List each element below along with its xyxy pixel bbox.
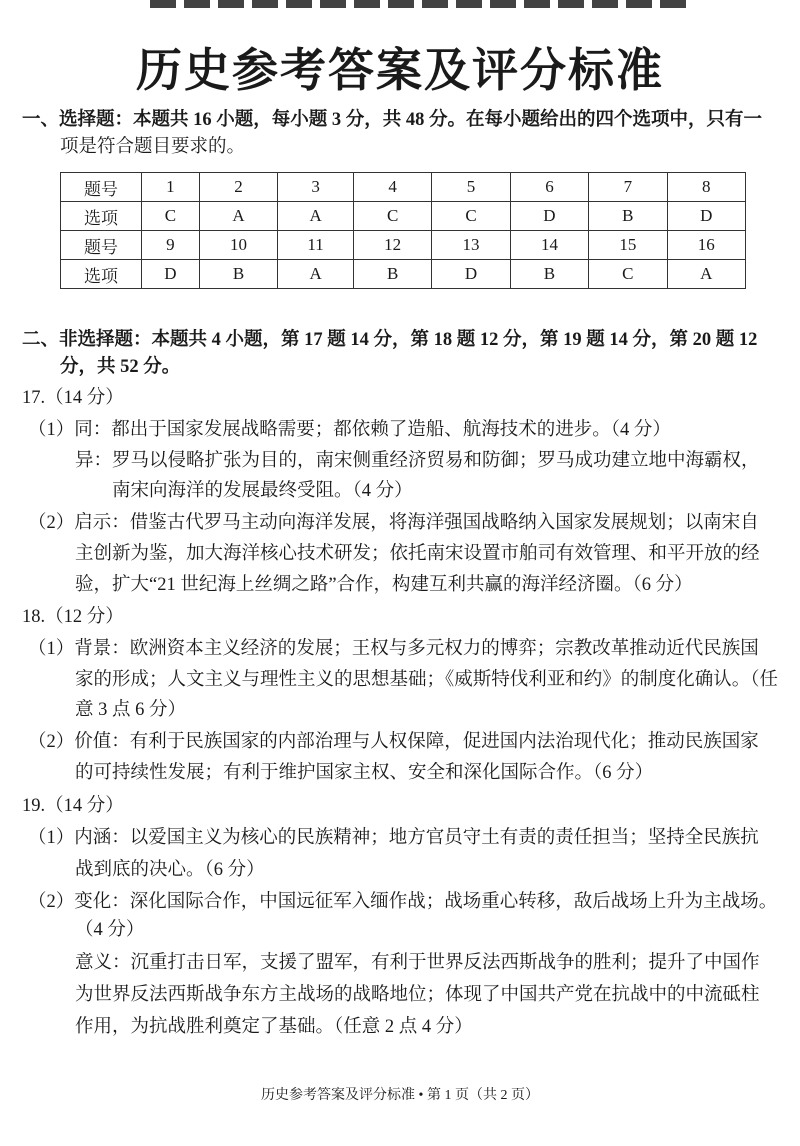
table-cell: A	[278, 202, 354, 231]
table-cell: D	[667, 202, 745, 231]
table-row	[61, 260, 746, 289]
table-row	[61, 173, 746, 202]
table-cell: A	[667, 260, 745, 289]
row-label: 选项	[61, 260, 142, 289]
table-cell: 5	[432, 173, 510, 202]
answer-line: （2）变化：深化国际合作，中国远征军入缅作战；战场重心转移，敌后战场上升为主战场。	[28, 892, 778, 912]
table-cell: C	[589, 260, 667, 289]
table-row	[61, 202, 746, 231]
answer-line: （1）同：都出于国家发展战略需要；都依赖了造船、航海技术的进步。（4 分）	[28, 420, 671, 440]
table-cell: 4	[353, 173, 431, 202]
question-18-header: 18.（12 分）	[22, 607, 124, 627]
cut-off-header	[150, 0, 690, 8]
question-17-header: 17.（14 分）	[22, 388, 124, 408]
question-19-header: 19.（14 分）	[22, 796, 124, 816]
table-cell: 2	[199, 173, 277, 202]
section2-heading: 二、非选择题：本题共 4 小题，第 17 题 14 分，第 18 题 12 分，第 19 题 14 分，第 20 题 12	[22, 330, 758, 350]
answer-table	[60, 172, 746, 289]
row-label: 题号	[61, 231, 142, 260]
table-cell: 7	[589, 173, 667, 202]
table-cell: B	[199, 260, 277, 289]
answer-line: （2）启示：借鉴古代罗马主动向海洋发展，将海洋强国战略纳入国家发展规划；以南宋自	[28, 513, 759, 533]
answer-line: （1）背景：欧洲资本主义经济的发展；王权与多元权力的博弈；宗教改革推动近代民族国	[28, 639, 759, 659]
table-cell: B	[589, 202, 667, 231]
table-cell: C	[432, 202, 510, 231]
table-cell: 8	[667, 173, 745, 202]
answer-line: 战到底的决心。（6 分）	[75, 860, 265, 880]
answer-line: 的可持续性发展；有利于维护国家主权、安全和深化国际合作。（6 分）	[75, 763, 654, 783]
table-cell: D	[142, 260, 200, 289]
table-cell: D	[432, 260, 510, 289]
answer-line: 意 3 点 6 分）	[75, 700, 187, 720]
table-cell: A	[278, 260, 354, 289]
table-cell: D	[510, 202, 588, 231]
answer-line: （2）价值：有利于民族国家的内部治理与人权保障，促进国内法治现代化；推动民族国家	[28, 732, 759, 752]
table-cell: 16	[667, 231, 745, 260]
page-footer: 历史参考答案及评分标准 • 第 1 页（共 2 页）	[261, 1088, 539, 1103]
answer-line: 主创新为鉴，加大海洋核心技术研发；依托南宋设置市舶司有效管理、和平开放的经	[75, 544, 760, 564]
table-cell: 6	[510, 173, 588, 202]
answer-line: 作用，为抗战胜利奠定了基础。（任意 2 点 4 分）	[75, 1017, 473, 1037]
table-cell: C	[142, 202, 200, 231]
section1-heading-cont: 项是符合题目要求的。	[60, 137, 246, 157]
answer-line: （4 分）	[75, 920, 145, 940]
table-cell: 13	[432, 231, 510, 260]
section2-heading-cont: 分，共 52 分。	[60, 357, 181, 377]
table-cell: 9	[142, 231, 200, 260]
answer-line: （1）内涵：以爱国主义为核心的民族精神；地方官员守土有责的责任担当；坚持全民族抗	[28, 828, 759, 848]
table-cell: A	[199, 202, 277, 231]
table-cell: 12	[353, 231, 431, 260]
table-row	[61, 231, 746, 260]
table-cell: 10	[199, 231, 277, 260]
page-title: 历史参考答案及评分标准	[136, 45, 664, 96]
row-label: 选项	[61, 202, 142, 231]
answer-line: 异：罗马以侵略扩张为目的，南宋侧重经济贸易和防御；罗马成功建立地中海霸权，	[75, 451, 760, 471]
table-cell: 3	[278, 173, 354, 202]
answer-line: 南宋向海洋的发展最终受阻。（4 分）	[112, 481, 413, 501]
answer-line: 意义：沉重打击日军，支援了盟军，有利于世界反法西斯战争的胜利；提升了中国作	[75, 953, 760, 973]
answer-line: 为世界反法西斯战争东方主战场的战略地位；体现了中国共产党在抗战中的中流砥柱	[75, 985, 760, 1005]
answer-line: 验，扩大“21 世纪海上丝绸之路”合作，构建互利共赢的海洋经济圈。（6 分）	[75, 575, 693, 595]
table-cell: 11	[278, 231, 354, 260]
table-cell: 15	[589, 231, 667, 260]
table-cell: B	[510, 260, 588, 289]
table-cell: 1	[142, 173, 200, 202]
section1-heading: 一、选择题：本题共 16 小题，每小题 3 分，共 48 分。在每小题给出的四个选项中，只有一	[22, 110, 763, 130]
table-cell: 14	[510, 231, 588, 260]
table-cell: C	[353, 202, 431, 231]
row-label: 题号	[61, 173, 142, 202]
table-cell: B	[353, 260, 431, 289]
answer-line: 家的形成；人文主义与理性主义的思想基础；《威斯特伐利亚和约》的制度化确认。（任	[75, 670, 779, 690]
